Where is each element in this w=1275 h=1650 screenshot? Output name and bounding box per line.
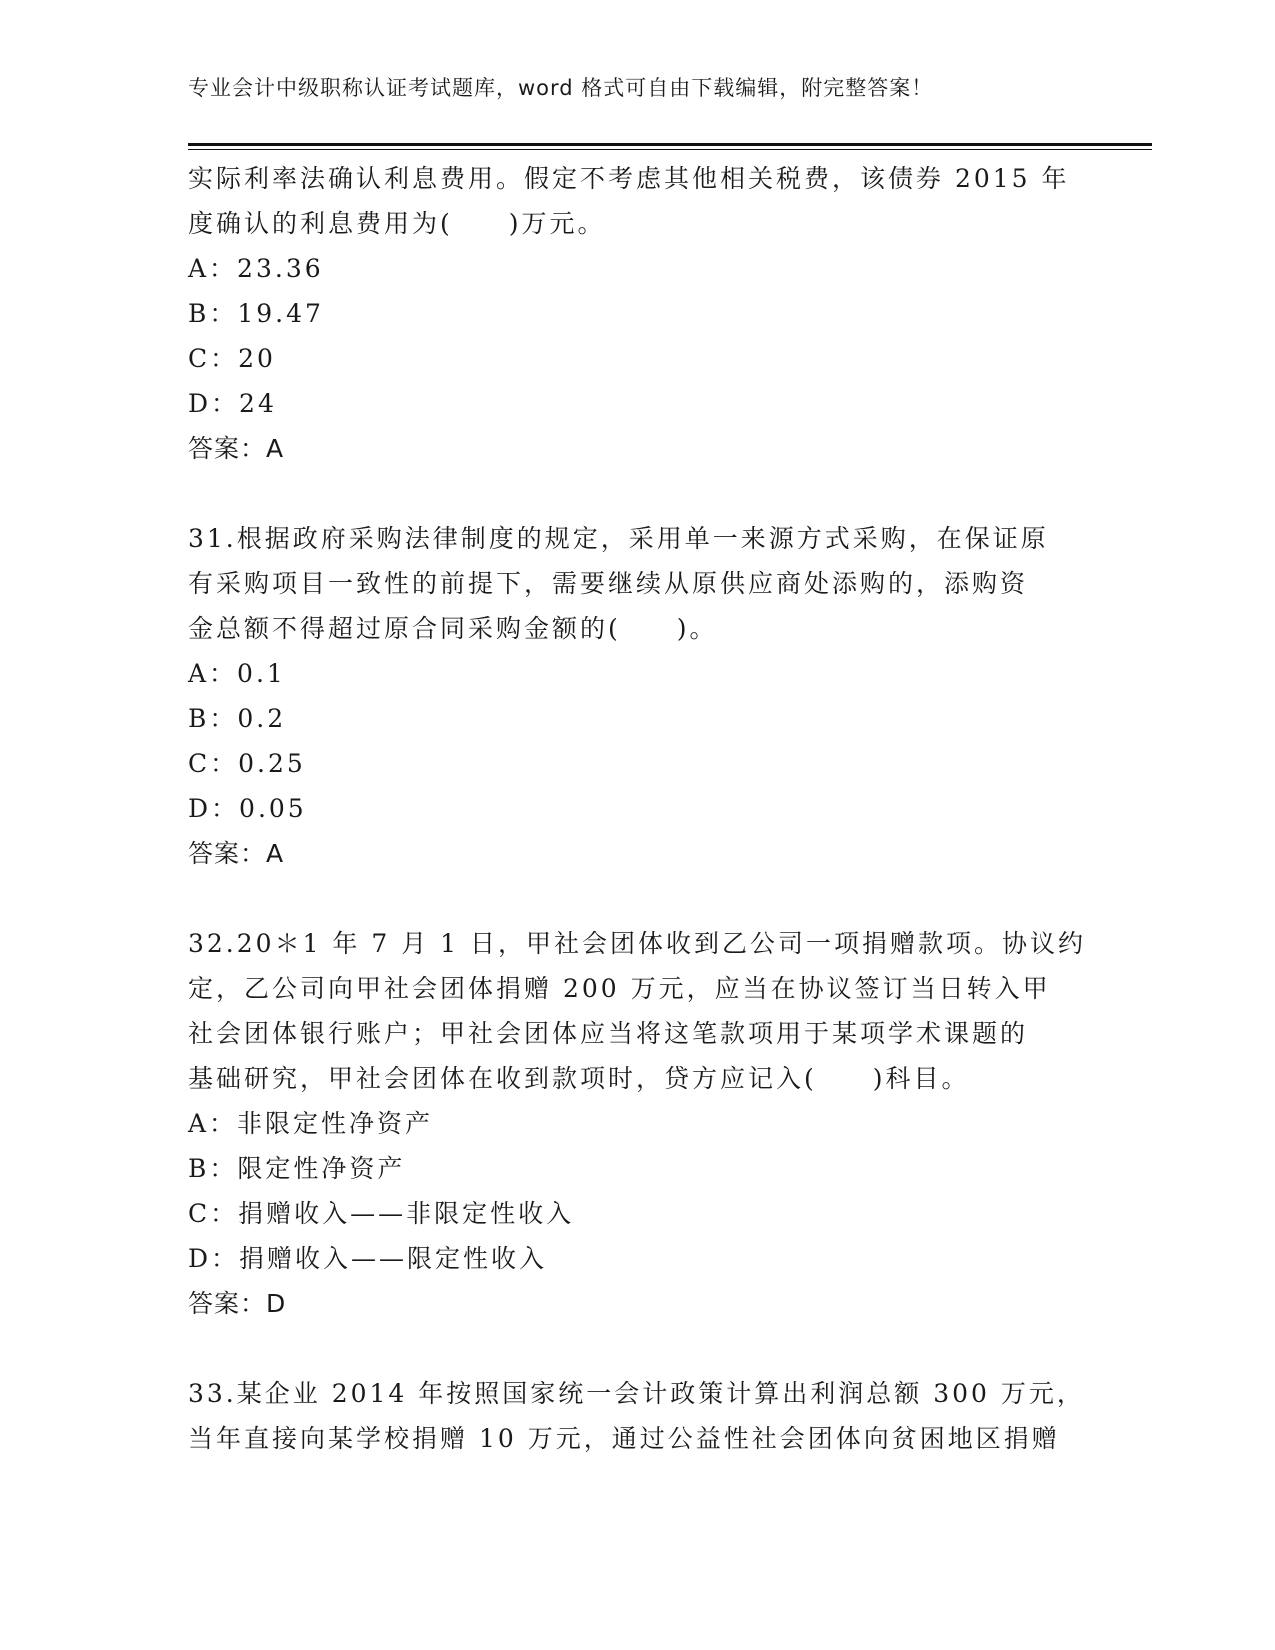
question-stem-line: 33.某企业 2014 年按照国家统一会计政策计算出利润总额 300 万元， [188, 1379, 1085, 1408]
question-stem-line: 基础研究，甲社会团体在收到款项时，贷方应记入( )科目。 [188, 1064, 970, 1093]
question-stem-line: 社会团体银行账户；甲社会团体应当将这笔款项用于某项学术课题的 [188, 1019, 1029, 1048]
option-d: D：0.05 [188, 794, 307, 823]
answer-line: 答案：A [188, 839, 285, 868]
option-c: C：捐赠收入——非限定性收入 [188, 1199, 575, 1228]
option-a: A：23.36 [188, 254, 324, 283]
question-stem-line: 32.20＊1 年 7 月 1 日，甲社会团体收到乙公司一项捐赠款项。协议约 [188, 929, 1087, 958]
option-c: C：20 [188, 344, 276, 373]
option-d: D：24 [188, 389, 277, 418]
header-rule-thin [188, 149, 1152, 150]
question-stem-line: 实际利率法确认利息费用。假定不考虑其他相关税费，该债券 2015 年 [188, 164, 1070, 193]
option-a: A：0.1 [188, 659, 286, 688]
option-b: B：0.2 [188, 704, 287, 733]
question-30 [188, 156, 1088, 471]
option-d: D：捐赠收入——限定性收入 [188, 1244, 548, 1273]
document-body [188, 156, 1088, 1461]
option-c: C：0.25 [188, 749, 306, 778]
question-stem-line: 当年直接向某学校捐赠 10 万元，通过公益性社会团体向贫困地区捐赠 [188, 1424, 1060, 1453]
question-stem-line: 定，乙公司向甲社会团体捐赠 200 万元，应当在协议签订当日转入甲 [188, 974, 1051, 1003]
answer-line: 答案：A [188, 434, 285, 463]
question-31 [188, 516, 1088, 876]
answer-line: 答案：D [188, 1289, 287, 1318]
header-rule-thick [188, 143, 1152, 146]
question-stem-line: 金总额不得超过原合同采购金额的( )。 [188, 614, 718, 643]
question-stem-line: 31.根据政府采购法律制度的规定，采用单一来源方式采购，在保证原 [188, 524, 1049, 553]
question-32 [188, 921, 1088, 1326]
option-b: B：限定性净资产 [188, 1154, 406, 1183]
option-b: B：19.47 [188, 299, 324, 328]
question-stem-line: 度确认的利息费用为( )万元。 [188, 209, 606, 238]
question-33 [188, 1371, 1088, 1461]
option-a: A：非限定性净资产 [188, 1109, 434, 1138]
page-header: 专业会计中级职称认证考试题库，word 格式可自由下载编辑，附完整答案！ [188, 76, 934, 100]
question-stem-line: 有采购项目一致性的前提下，需要继续从原供应商处添购的，添购资 [188, 569, 1029, 598]
